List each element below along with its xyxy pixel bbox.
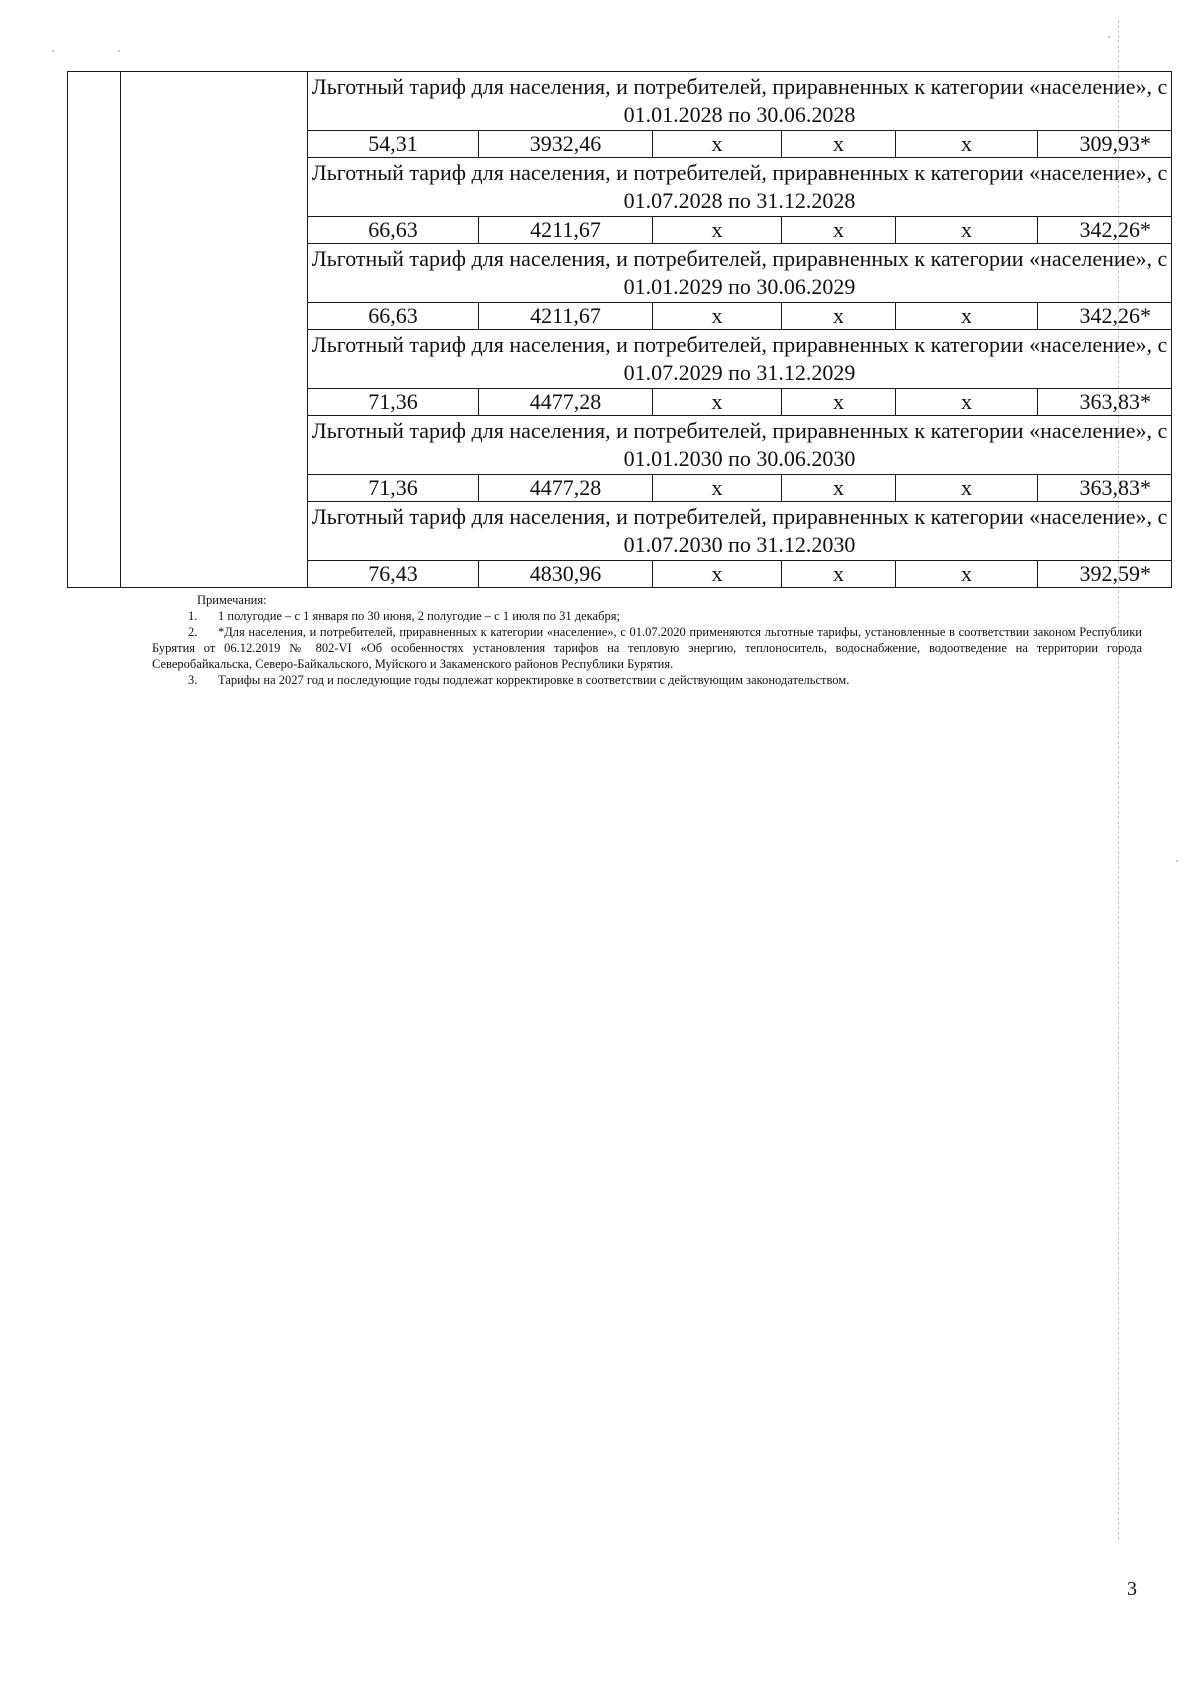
tariff-value-cell: 342,26*: [1038, 303, 1172, 330]
tariff-value-cell: 66,63: [308, 217, 479, 244]
tariff-value-cell: 309,93*: [1038, 131, 1172, 158]
tariff-value-cell: х: [896, 217, 1038, 244]
tariff-period-label: Льготный тариф для населения, и потребителей, приравненных к категории «население», с 01.07.2030 по 31.12.2030: [308, 502, 1172, 561]
page-number: 3: [1127, 1578, 1137, 1600]
note-text: 1 полугодие – с 1 января по 30 июня, 2 полугодие – с 1 июля по 31 декабря;: [218, 609, 620, 623]
tariff-value-cell: 71,36: [308, 389, 479, 416]
note-item: [152, 624, 1142, 672]
tariff-period-label: Льготный тариф для населения, и потребителей, приравненных к категории «население», с 01.01.2030 по 30.06.2030: [308, 416, 1172, 475]
period-header-row: [68, 72, 1172, 131]
blank-column-2: [121, 72, 308, 588]
tariff-period-label: Льготный тариф для населения, и потребителей, приравненных к категории «население», с 01.01.2028 по 30.06.2028: [308, 72, 1172, 131]
tariff-table: [67, 71, 1172, 588]
tariff-value-cell: х: [653, 389, 782, 416]
scan-speck: [1108, 36, 1110, 38]
note-item: [152, 608, 1142, 624]
note-text: *Для населения, и потребителей, приравненных к категории «население», с 01.07.2020 применяются льготные тарифы, установленные в соответствии законом Республики Бурятия от 06.12.2019 № 802-VI «Об особенностях установления тарифов на тепловую энергию, теплоноситель, водоснабжение, водоотведение на территории города Северобайкальска, Северо-Байкальского, Муйского и Закаменского районов Республики Бурятия.: [152, 625, 1142, 671]
tariff-value-cell: х: [896, 131, 1038, 158]
tariff-value-cell: х: [782, 303, 896, 330]
tariff-value-cell: х: [782, 131, 896, 158]
tariff-value-cell: 392,59*: [1038, 561, 1172, 588]
tariff-value-cell: 71,36: [308, 475, 479, 502]
notes-heading: Примечания:: [197, 593, 267, 607]
tariff-period-label: Льготный тариф для населения, и потребителей, приравненных к категории «население», с 01.07.2029 по 31.12.2029: [308, 330, 1172, 389]
tariff-value-cell: 54,31: [308, 131, 479, 158]
tariff-value-cell: х: [782, 475, 896, 502]
tariff-value-cell: х: [653, 561, 782, 588]
note-number: 3.: [188, 673, 198, 687]
tariff-period-label: Льготный тариф для населения, и потребителей, приравненных к категории «население», с 01.07.2028 по 31.12.2028: [308, 158, 1172, 217]
tariff-value-cell: х: [896, 475, 1038, 502]
tariff-value-cell: х: [896, 303, 1038, 330]
tariff-value-cell: 363,83*: [1038, 389, 1172, 416]
tariff-value-cell: 363,83*: [1038, 475, 1172, 502]
tariff-value-cell: 66,63: [308, 303, 479, 330]
notes-section: [152, 592, 1142, 688]
scan-speck: [1176, 860, 1178, 862]
tariff-value-cell: 4211,67: [479, 303, 653, 330]
tariff-value-cell: х: [653, 303, 782, 330]
scan-speck: [52, 50, 54, 52]
note-item: [152, 672, 1142, 688]
scan-speck: [118, 50, 120, 52]
tariff-value-cell: х: [782, 217, 896, 244]
blank-column-1: [68, 72, 121, 588]
tariff-value-cell: 3932,46: [479, 131, 653, 158]
tariff-value-cell: 4477,28: [479, 475, 653, 502]
tariff-value-cell: 4830,96: [479, 561, 653, 588]
tariff-value-cell: 4211,67: [479, 217, 653, 244]
tariff-value-cell: х: [896, 561, 1038, 588]
note-number: 1.: [188, 609, 198, 623]
tariff-value-cell: х: [653, 131, 782, 158]
tariff-value-cell: х: [782, 389, 896, 416]
tariff-value-cell: х: [653, 217, 782, 244]
tariff-value-cell: 76,43: [308, 561, 479, 588]
tariff-value-cell: х: [896, 389, 1038, 416]
tariff-value-cell: 342,26*: [1038, 217, 1172, 244]
tariff-value-cell: 4477,28: [479, 389, 653, 416]
note-number: 2.: [188, 625, 198, 639]
tariff-period-label: Льготный тариф для населения, и потребителей, приравненных к категории «население», с 01.01.2029 по 30.06.2029: [308, 244, 1172, 303]
tariff-value-cell: х: [653, 475, 782, 502]
tariff-value-cell: х: [782, 561, 896, 588]
note-text: Тарифы на 2027 год и последующие годы подлежат корректировке в соответствии с действующим законодательством.: [218, 673, 850, 687]
